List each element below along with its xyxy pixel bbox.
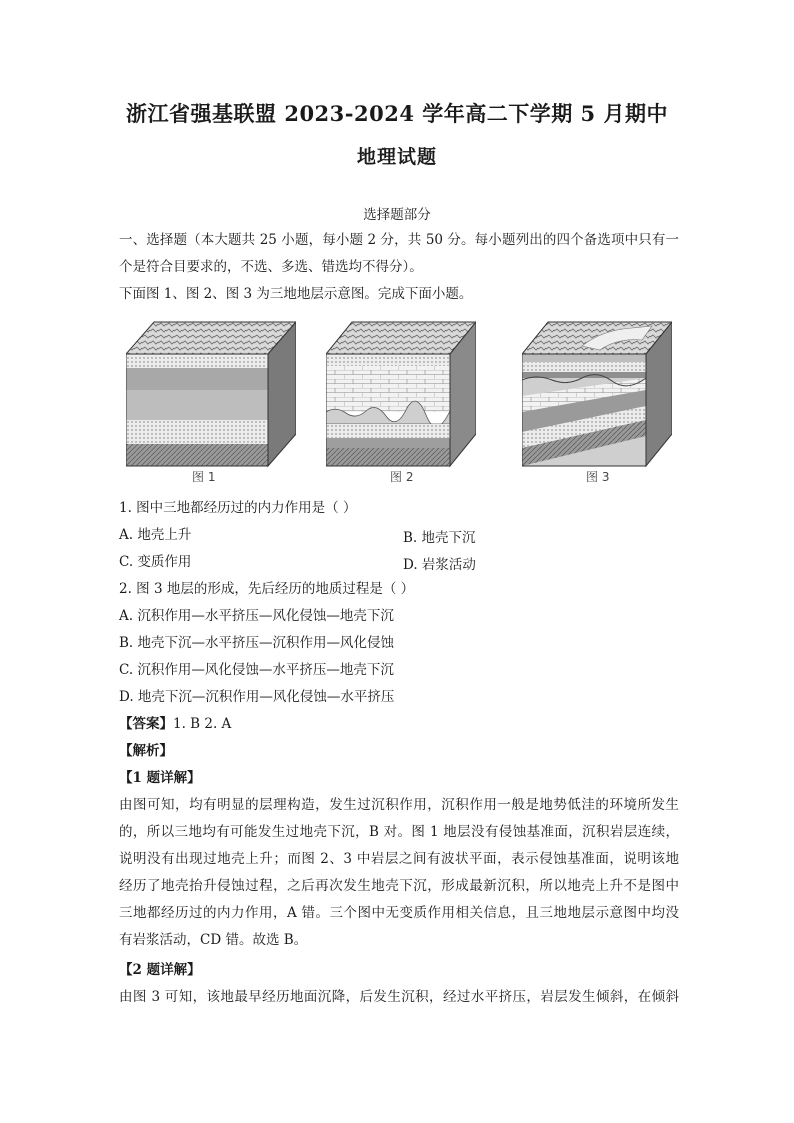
question-2-option-a: A. 沉积作用—水平挤压—风化侵蚀—地壳下沉 — [119, 608, 394, 624]
detail-2-label: 【2 题详解】 — [119, 962, 201, 978]
figure-3-strata-block — [522, 316, 672, 474]
question-1-option-b: B. 地壳下沉 — [403, 530, 476, 546]
detail-1-line: 由图可知，均有明显的层理构造，发生过沉积作用，沉积作用一般是地势低洼的环境所发生 — [119, 797, 679, 813]
instruction-line-2: 个是符合目要求的，不选、多选、错选均不得分）。 — [119, 259, 423, 275]
instruction-line-3: 下面图 1、图 2、图 3 为三地地层示意图。完成下面小题。 — [119, 286, 473, 302]
figure-2-label: 图 2 — [390, 470, 414, 484]
detail-1-line: 说明没有出现过地壳上升；而图 2、3 中岩层之间有波状平面，表示侵蚀基准面，说明该地 — [119, 851, 679, 867]
figure-1-label: 图 1 — [192, 470, 216, 484]
detail-1-line: 经历了地壳抬升侵蚀过程，之后再次发生地壳下沉，形成最新沉积，所以地壳上升不是图中 — [119, 878, 679, 894]
answer-value: 1. B 2. A — [173, 716, 232, 732]
answer-label: 【答案】 — [119, 716, 173, 732]
detail-2-line: 由图 3 可知，该地最早经历地面沉降，后发生沉积，经过水平挤压，岩层发生倾斜，在倾斜 — [119, 989, 679, 1005]
figure-1-strata-block — [126, 316, 296, 474]
analysis-label: 【解析】 — [119, 743, 173, 759]
figure-2-strata-block — [326, 316, 476, 474]
detail-1-line: 的，所以三地均有可能发生过地壳下沉，B 对。图 1 地层没有侵蚀基准面，沉积岩层连续， — [119, 824, 679, 840]
detail-1-label: 【1 题详解】 — [119, 770, 201, 786]
strata-figures — [118, 316, 684, 488]
figure-3-label: 图 3 — [586, 470, 610, 484]
answer-line — [119, 715, 679, 733]
question-2-option-c: C. 沉积作用—风化侵蚀—水平挤压—地壳下沉 — [119, 662, 394, 678]
question-2-option-d: D. 地壳下沉—沉积作用—风化侵蚀—水平挤压 — [119, 689, 395, 705]
question-1-stem: 1. 图中三地都经历过的内力作用是（ ） — [119, 500, 357, 516]
detail-1-line: 三地都经历过的内力作用，A 错。三个图中无变质作用相关信息，且三地地层示意图中均没 — [119, 905, 679, 921]
detail-1-line: 有岩浆活动，CD 错。故选 B。 — [119, 932, 308, 948]
document-subtitle: 地理试题 — [356, 146, 437, 168]
section-heading: 选择题部分 — [363, 207, 431, 223]
document-title: 浙江省强基联盟 2023-2024 学年高二下学期 5 月期中 — [126, 101, 668, 126]
question-1-option-c: C. 变质作用 — [119, 554, 192, 570]
question-2-stem: 2. 图 3 地层的形成，先后经历的地质过程是（ ） — [119, 581, 415, 597]
question-1-option-a: A. 地壳上升 — [119, 527, 192, 543]
question-2-option-b: B. 地壳下沉—水平挤压—沉积作用—风化侵蚀 — [119, 635, 395, 651]
instruction-line-1: 一、选择题（本大题共 25 小题，每小题 2 分，共 50 分。每小题列出的四个备选项中只有一 — [119, 232, 679, 248]
question-1-option-d: D. 岩浆活动 — [403, 557, 476, 573]
